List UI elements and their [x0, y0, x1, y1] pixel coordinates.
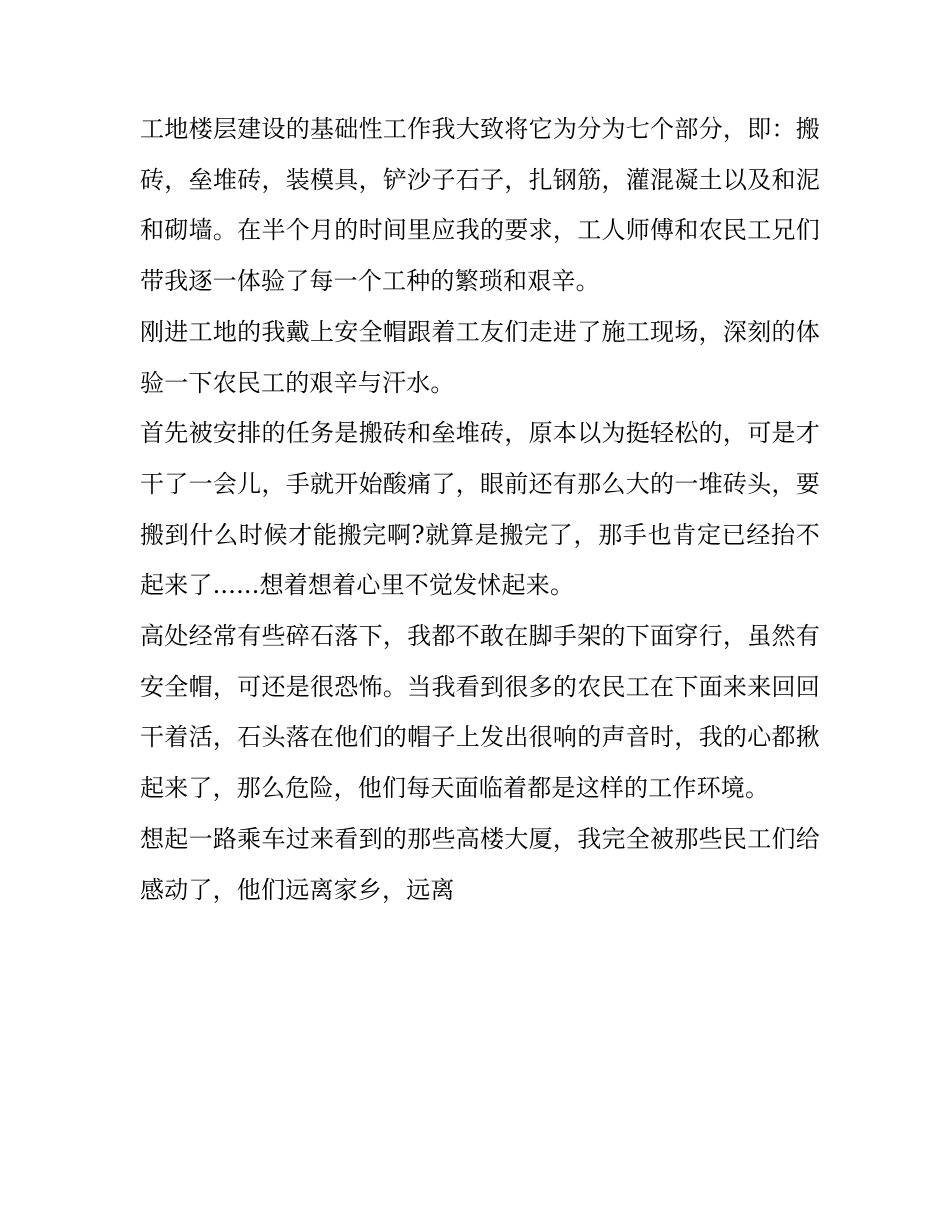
paragraph-1: 工地楼层建设的基础性工作我大致将它为分为七个部分，即：搬砖，垒堆砖，装模具，铲沙子石子，扎钢筋，灌混凝土以及和泥和砌墙。在半个月的时间里应我的要求，工人师傅和农民工兄们带我逐一体验了每一个工种的繁琐和艰辛。: [140, 115, 820, 296]
document-body: [140, 104, 820, 915]
paragraph-3: 首先被安排的任务是搬砖和垒堆砖，原本以为挺轻松的，可是才干了一会儿，手就开始酸痛了，眼前还有那么大的一堆砖头，要搬到什么时候才能搬完啊?就算是搬完了，那手也肯定已经抬不起来了......想着想着心里不觉发怵起来。: [140, 419, 820, 600]
paragraph-2: 刚进工地的我戴上安全帽跟着工友们走进了施工现场，深刻的体验一下农民工的艰辛与汗水。: [140, 317, 820, 397]
paragraph-4: 高处经常有些碎石落下，我都不敢在脚手架的下面穿行，虽然有安全帽，可还是很恐怖。当我看到很多的农民工在下面来来回回干着活，石头落在他们的帽子上发出很响的声音时，我的心都揪起来了，那么危险，他们每天面临着都是这样的工作环境。: [140, 622, 820, 803]
paragraph-5: 想起一路乘车过来看到的那些高楼大厦，我完全被那些民工们给感动了，他们远离家乡，远离: [140, 824, 820, 904]
